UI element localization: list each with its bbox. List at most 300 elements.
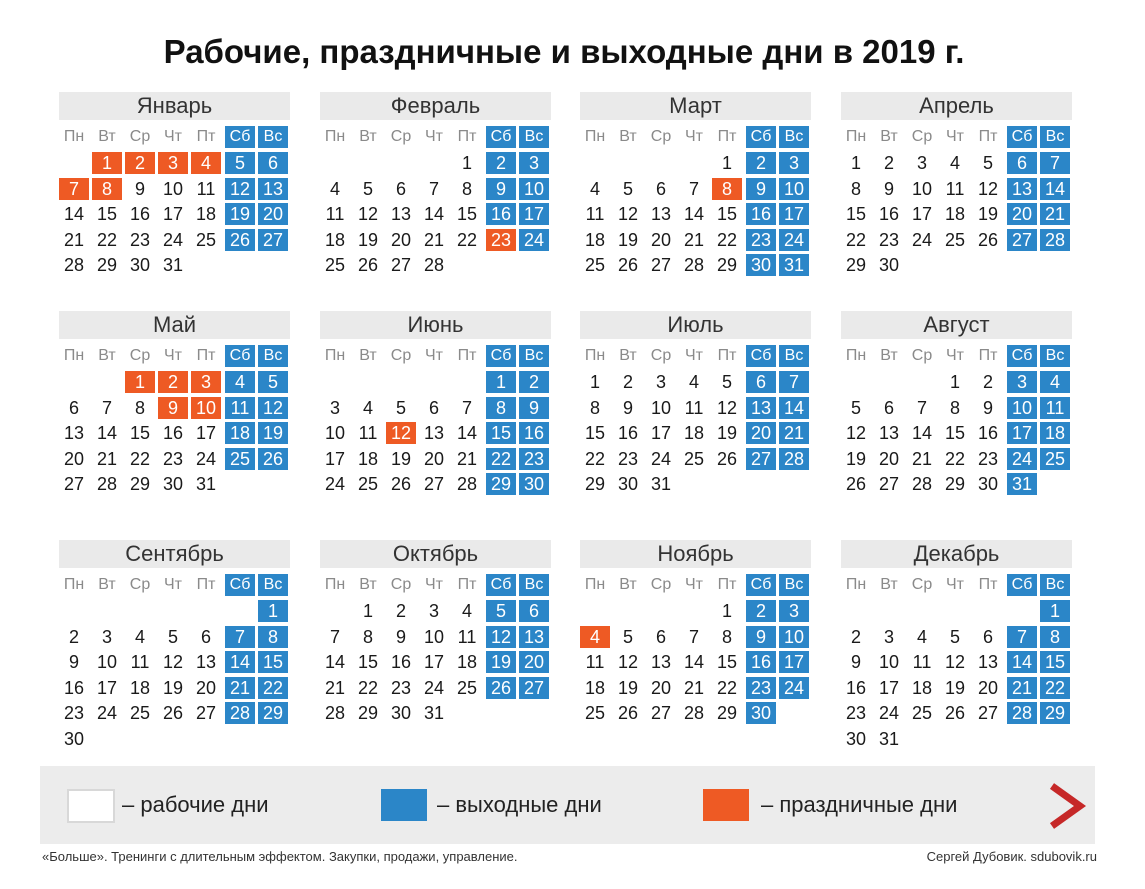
- weekday-header: Ср: [390, 347, 412, 364]
- weekend-day-cell: 7: [1040, 152, 1070, 174]
- month-block: [580, 311, 811, 511]
- weekday-header: Ср: [911, 576, 933, 593]
- day-cell: 1: [949, 372, 960, 392]
- day-cell: 13: [650, 204, 672, 225]
- weekday-header: Пт: [978, 576, 998, 593]
- day-cell: 29: [357, 703, 379, 724]
- weekday-header: Вс: [258, 574, 288, 596]
- day-cell: 14: [63, 204, 85, 225]
- day-cell: 30: [390, 703, 412, 724]
- weekend-day-cell: 31: [779, 254, 809, 276]
- legend-weekend-label: – выходные дни: [437, 792, 602, 817]
- day-cell: 23: [63, 703, 85, 724]
- day-cell: 26: [716, 448, 738, 469]
- weekday-header: Вт: [619, 576, 637, 593]
- day-cell: 9: [622, 397, 633, 418]
- month-name: Ноябрь: [580, 540, 811, 568]
- day-cell: 26: [162, 703, 184, 724]
- day-cell: 28: [423, 255, 445, 276]
- weekday-header: Пт: [717, 128, 737, 145]
- weekend-day-cell: 7: [1007, 626, 1037, 648]
- day-cell: 1: [721, 601, 732, 621]
- weekend-day-cell: 31: [1007, 473, 1037, 495]
- weekend-day-cell: 10: [779, 178, 809, 200]
- weekday-header: Ср: [390, 576, 412, 593]
- day-cell: 5: [622, 178, 633, 199]
- day-cell: 19: [162, 677, 184, 698]
- day-cell: 21: [456, 448, 478, 469]
- day-cell: 5: [949, 626, 960, 647]
- day-cell: 23: [977, 448, 999, 469]
- month-name: Июнь: [320, 311, 551, 339]
- day-cell: 6: [68, 397, 79, 418]
- weekend-day-cell: 25: [225, 448, 255, 470]
- weekend-day-cell: 8: [1040, 626, 1070, 648]
- weekend-day-cell: 28: [1040, 229, 1070, 251]
- month-name: Декабрь: [841, 540, 1072, 568]
- day-cell: 19: [617, 229, 639, 250]
- day-cell: 1: [589, 372, 600, 392]
- weekday-header: Сб: [225, 345, 255, 367]
- weekend-day-cell: 21: [1040, 203, 1070, 225]
- day-cell: 30: [162, 474, 184, 495]
- holiday-day-cell: 10: [191, 397, 221, 419]
- weekend-day-cell: 22: [1040, 677, 1070, 699]
- weekend-day-cell: 19: [486, 651, 516, 673]
- weekday-header: Чт: [946, 128, 964, 145]
- weekday-header: Вс: [779, 345, 809, 367]
- day-cell: 18: [195, 204, 217, 225]
- month-block: [320, 92, 551, 292]
- weekday-header: Чт: [425, 128, 443, 145]
- weekday-header: Пн: [584, 576, 606, 593]
- weekend-day-cell: 6: [1007, 152, 1037, 174]
- weekend-day-cell: 30: [746, 254, 776, 276]
- day-cell: 28: [96, 474, 118, 495]
- day-cell: 12: [162, 652, 184, 673]
- day-cell: 29: [716, 703, 738, 724]
- day-cell: 30: [845, 729, 867, 749]
- weekday-header: Чт: [164, 347, 182, 364]
- month-name: Октябрь: [320, 540, 551, 568]
- day-cell: 10: [423, 626, 445, 647]
- weekend-day-cell: 7: [779, 371, 809, 393]
- day-cell: 13: [977, 652, 999, 673]
- day-cell: 3: [428, 601, 439, 621]
- weekend-day-cell: 14: [225, 651, 255, 673]
- day-cell: 11: [945, 178, 965, 199]
- day-cell: 28: [456, 474, 478, 495]
- weekend-day-cell: 18: [225, 422, 255, 444]
- day-cell: 20: [423, 448, 445, 469]
- day-cell: 24: [911, 229, 933, 250]
- weekend-day-cell: 26: [225, 229, 255, 251]
- day-cell: 29: [845, 255, 867, 276]
- month-name: Июль: [580, 311, 811, 339]
- day-cell: 27: [650, 703, 672, 724]
- day-cell: 25: [324, 255, 346, 276]
- weekday-header: Пт: [457, 576, 477, 593]
- day-cell: 31: [650, 474, 672, 495]
- weekend-day-cell: 20: [746, 422, 776, 444]
- day-cell: 11: [196, 178, 216, 199]
- day-cell: 31: [878, 729, 900, 749]
- day-cell: 30: [878, 255, 900, 276]
- day-cell: 22: [456, 229, 478, 250]
- day-cell: 2: [68, 626, 79, 647]
- day-cell: 19: [357, 229, 379, 250]
- weekday-header: Пт: [196, 347, 216, 364]
- day-cell: 8: [949, 397, 960, 418]
- weekend-day-cell: 27: [746, 448, 776, 470]
- day-cell: 21: [911, 448, 933, 469]
- weekend-day-cell: 5: [225, 152, 255, 174]
- day-cell: 5: [395, 397, 406, 418]
- weekend-day-cell: 15: [1040, 651, 1070, 673]
- weekend-day-cell: 20: [519, 651, 549, 673]
- day-cell: 7: [461, 397, 472, 418]
- day-cell: 26: [617, 255, 639, 276]
- day-cell: 10: [911, 178, 933, 199]
- day-cell: 15: [129, 423, 151, 444]
- day-cell: 9: [982, 397, 993, 418]
- day-cell: 18: [324, 229, 346, 250]
- weekend-day-cell: 13: [258, 178, 288, 200]
- day-cell: 28: [683, 255, 705, 276]
- day-cell: 23: [390, 677, 412, 698]
- day-cell: 30: [129, 255, 151, 276]
- day-cell: 31: [195, 474, 217, 495]
- holiday-day-cell: 3: [191, 371, 221, 393]
- month-block: [841, 92, 1072, 292]
- day-cell: 9: [134, 178, 145, 199]
- day-cell: 7: [329, 626, 340, 647]
- weekend-day-cell: 9: [486, 178, 516, 200]
- day-cell: 24: [650, 448, 672, 469]
- day-cell: 30: [977, 474, 999, 495]
- month-name: Апрель: [841, 92, 1072, 120]
- day-cell: 27: [390, 255, 412, 276]
- day-cell: 15: [716, 204, 738, 225]
- month-name: Февраль: [320, 92, 551, 120]
- day-cell: 17: [423, 652, 445, 673]
- weekday-header: Чт: [425, 576, 443, 593]
- day-cell: 2: [883, 153, 894, 173]
- day-cell: 4: [916, 626, 927, 647]
- month-name: Май: [59, 311, 290, 339]
- day-cell: 15: [944, 423, 966, 444]
- weekday-header: Вт: [98, 576, 116, 593]
- footer-left-text: «Больше». Тренинги с длительным эффектом. Закупки, продажи, управление.: [42, 849, 518, 864]
- chevron-right-icon[interactable]: [1044, 780, 1088, 832]
- weekend-day-cell: 17: [519, 203, 549, 225]
- day-cell: 11: [585, 652, 605, 673]
- weekend-day-cell: 3: [779, 152, 809, 174]
- weekday-header: Пн: [63, 128, 85, 145]
- holiday-day-cell: 8: [92, 178, 122, 200]
- day-cell: 18: [584, 677, 606, 698]
- day-cell: 3: [329, 397, 340, 418]
- month-block: [580, 540, 811, 740]
- day-cell: 26: [977, 229, 999, 250]
- day-cell: 9: [850, 652, 861, 673]
- weekend-day-cell: 16: [486, 203, 516, 225]
- weekday-header: Пт: [457, 128, 477, 145]
- weekday-header: Вс: [258, 126, 288, 148]
- weekday-header: Чт: [425, 347, 443, 364]
- day-cell: 17: [162, 204, 184, 225]
- weekend-day-cell: 3: [779, 600, 809, 622]
- day-cell: 8: [134, 397, 145, 418]
- holiday-day-cell: 9: [158, 397, 188, 419]
- day-cell: 1: [850, 153, 861, 173]
- day-cell: 3: [655, 372, 666, 392]
- weekend-day-cell: 20: [1007, 203, 1037, 225]
- day-cell: 24: [423, 677, 445, 698]
- weekday-header: Сб: [746, 574, 776, 596]
- day-cell: 31: [162, 255, 184, 276]
- day-cell: 16: [977, 423, 999, 444]
- day-cell: 13: [195, 652, 217, 673]
- day-cell: 26: [390, 474, 412, 495]
- day-cell: 15: [96, 204, 118, 225]
- weekend-day-cell: 6: [258, 152, 288, 174]
- day-cell: 23: [162, 448, 184, 469]
- weekday-header: Вс: [519, 126, 549, 148]
- day-cell: 31: [423, 703, 445, 724]
- day-cell: 24: [96, 703, 118, 724]
- weekend-day-cell: 17: [1007, 422, 1037, 444]
- weekend-day-cell: 29: [258, 702, 288, 724]
- weekend-day-cell: 27: [519, 677, 549, 699]
- day-cell: 25: [456, 677, 478, 698]
- day-cell: 4: [461, 601, 472, 621]
- weekend-day-cell: 20: [258, 203, 288, 225]
- day-cell: 27: [650, 255, 672, 276]
- weekday-header: Ср: [911, 347, 933, 364]
- weekend-day-cell: 13: [746, 397, 776, 419]
- day-cell: 2: [622, 372, 633, 392]
- day-cell: 5: [362, 178, 373, 199]
- day-cell: 5: [622, 626, 633, 647]
- weekend-day-cell: 21: [779, 422, 809, 444]
- weekend-day-cell: 6: [519, 600, 549, 622]
- weekday-header: Вт: [880, 128, 898, 145]
- day-cell: 1: [362, 601, 373, 621]
- day-cell: 4: [589, 178, 600, 199]
- day-cell: 6: [395, 178, 406, 199]
- day-cell: 7: [101, 397, 112, 418]
- day-cell: 11: [585, 204, 605, 225]
- weekday-header: Пн: [845, 128, 867, 145]
- holiday-day-cell: 2: [125, 152, 155, 174]
- day-cell: 8: [589, 397, 600, 418]
- day-cell: 19: [617, 677, 639, 698]
- day-cell: 14: [683, 652, 705, 673]
- weekday-header: Вт: [880, 347, 898, 364]
- weekday-header: Ср: [129, 347, 151, 364]
- weekend-day-cell: 5: [486, 600, 516, 622]
- weekday-header: Сб: [1007, 126, 1037, 148]
- day-cell: 5: [982, 153, 993, 173]
- holiday-day-cell: 4: [580, 626, 610, 648]
- weekday-header: Чт: [164, 576, 182, 593]
- day-cell: 16: [63, 677, 85, 698]
- weekend-day-cell: 24: [779, 677, 809, 699]
- day-cell: 24: [324, 474, 346, 495]
- day-cell: 16: [162, 423, 184, 444]
- weekday-header: Пт: [196, 128, 216, 145]
- weekday-header: Пт: [457, 347, 477, 364]
- weekday-header: Вт: [359, 347, 377, 364]
- weekday-header: Сб: [486, 574, 516, 596]
- day-cell: 27: [977, 703, 999, 724]
- day-cell: 5: [850, 397, 861, 418]
- day-cell: 17: [324, 448, 346, 469]
- day-cell: 10: [650, 397, 672, 418]
- day-cell: 25: [584, 703, 606, 724]
- day-cell: 11: [457, 626, 477, 647]
- day-cell: 17: [878, 677, 900, 698]
- day-cell: 3: [916, 153, 927, 173]
- day-cell: 13: [878, 423, 900, 444]
- weekday-header: Сб: [486, 345, 516, 367]
- day-cell: 10: [96, 652, 118, 673]
- day-cell: 25: [357, 474, 379, 495]
- day-cell: 20: [977, 677, 999, 698]
- day-cell: 24: [162, 229, 184, 250]
- weekday-header: Чт: [946, 347, 964, 364]
- day-cell: 8: [362, 626, 373, 647]
- weekday-header: Ср: [129, 576, 151, 593]
- weekend-day-cell: 15: [486, 422, 516, 444]
- day-cell: 28: [911, 474, 933, 495]
- weekend-day-cell: 25: [1040, 448, 1070, 470]
- day-cell: 15: [357, 652, 379, 673]
- weekday-header: Ср: [390, 128, 412, 145]
- weekend-day-cell: 21: [1007, 677, 1037, 699]
- weekday-header: Сб: [746, 126, 776, 148]
- day-cell: 17: [911, 204, 933, 225]
- day-cell: 15: [456, 204, 478, 225]
- weekend-day-cell: 12: [486, 626, 516, 648]
- weekday-header: Вс: [519, 345, 549, 367]
- weekday-header: Ср: [650, 576, 672, 593]
- day-cell: 28: [63, 255, 85, 276]
- day-cell: 12: [845, 423, 867, 444]
- day-cell: 12: [617, 652, 639, 673]
- day-cell: 29: [129, 474, 151, 495]
- month-name: Сентябрь: [59, 540, 290, 568]
- day-cell: 22: [716, 229, 738, 250]
- weekday-header: Пн: [584, 128, 606, 145]
- weekday-header: Пн: [324, 576, 346, 593]
- weekday-header: Чт: [946, 576, 964, 593]
- weekend-day-cell: 2: [746, 600, 776, 622]
- holiday-day-cell: 1: [125, 371, 155, 393]
- day-cell: 7: [428, 178, 439, 199]
- weekend-day-cell: 26: [486, 677, 516, 699]
- day-cell: 15: [716, 652, 738, 673]
- weekday-header: Пт: [717, 576, 737, 593]
- day-cell: 7: [916, 397, 927, 418]
- day-cell: 2: [395, 601, 406, 621]
- weekend-day-cell: 29: [1040, 702, 1070, 724]
- weekend-day-cell: 22: [486, 448, 516, 470]
- day-cell: 9: [68, 652, 79, 673]
- day-cell: 12: [977, 178, 999, 199]
- day-cell: 21: [96, 448, 118, 469]
- day-cell: 10: [878, 652, 900, 673]
- weekday-header: Вт: [619, 347, 637, 364]
- weekend-day-cell: 3: [1007, 371, 1037, 393]
- day-cell: 18: [911, 677, 933, 698]
- day-cell: 25: [584, 255, 606, 276]
- day-cell: 28: [324, 703, 346, 724]
- legend-holiday-label: – праздничные дни: [761, 792, 958, 817]
- weekday-header: Пт: [978, 128, 998, 145]
- weekend-day-cell: 22: [258, 677, 288, 699]
- day-cell: 6: [655, 178, 666, 199]
- day-cell: 19: [845, 448, 867, 469]
- holiday-day-cell: 2: [158, 371, 188, 393]
- holiday-day-cell: 4: [191, 152, 221, 174]
- day-cell: 11: [684, 397, 704, 418]
- weekday-header: Пн: [63, 576, 85, 593]
- legend-work-swatch: [67, 789, 115, 823]
- day-cell: 25: [195, 229, 217, 250]
- day-cell: 19: [944, 677, 966, 698]
- weekday-header: Пн: [845, 576, 867, 593]
- weekday-header: Пт: [196, 576, 216, 593]
- weekend-day-cell: 11: [225, 397, 255, 419]
- holiday-day-cell: 12: [386, 422, 416, 444]
- day-cell: 26: [357, 255, 379, 276]
- day-cell: 18: [129, 677, 151, 698]
- weekend-day-cell: 27: [258, 229, 288, 251]
- weekend-day-cell: 11: [1040, 397, 1070, 419]
- day-cell: 8: [721, 626, 732, 647]
- day-cell: 22: [357, 677, 379, 698]
- day-cell: 3: [883, 626, 894, 647]
- weekday-header: Вт: [359, 128, 377, 145]
- day-cell: 6: [655, 626, 666, 647]
- weekend-day-cell: 9: [746, 178, 776, 200]
- day-cell: 25: [129, 703, 151, 724]
- weekend-day-cell: 5: [258, 371, 288, 393]
- day-cell: 19: [977, 204, 999, 225]
- weekday-header: Чт: [685, 347, 703, 364]
- weekend-day-cell: 10: [1007, 397, 1037, 419]
- day-cell: 18: [944, 204, 966, 225]
- day-cell: 15: [845, 204, 867, 225]
- weekday-header: Ср: [650, 128, 672, 145]
- footer-right-text: Сергей Дубовик. sdubovik.ru: [926, 849, 1097, 864]
- weekend-day-cell: 8: [486, 397, 516, 419]
- day-cell: 24: [195, 448, 217, 469]
- weekend-day-cell: 21: [225, 677, 255, 699]
- day-cell: 22: [845, 229, 867, 250]
- day-cell: 1: [721, 153, 732, 173]
- day-cell: 29: [716, 255, 738, 276]
- weekend-day-cell: 12: [225, 178, 255, 200]
- month-block: [580, 92, 811, 292]
- day-cell: 13: [390, 204, 412, 225]
- month-block: [320, 540, 551, 740]
- day-cell: 10: [324, 423, 346, 444]
- day-cell: 8: [461, 178, 472, 199]
- day-cell: 8: [850, 178, 861, 199]
